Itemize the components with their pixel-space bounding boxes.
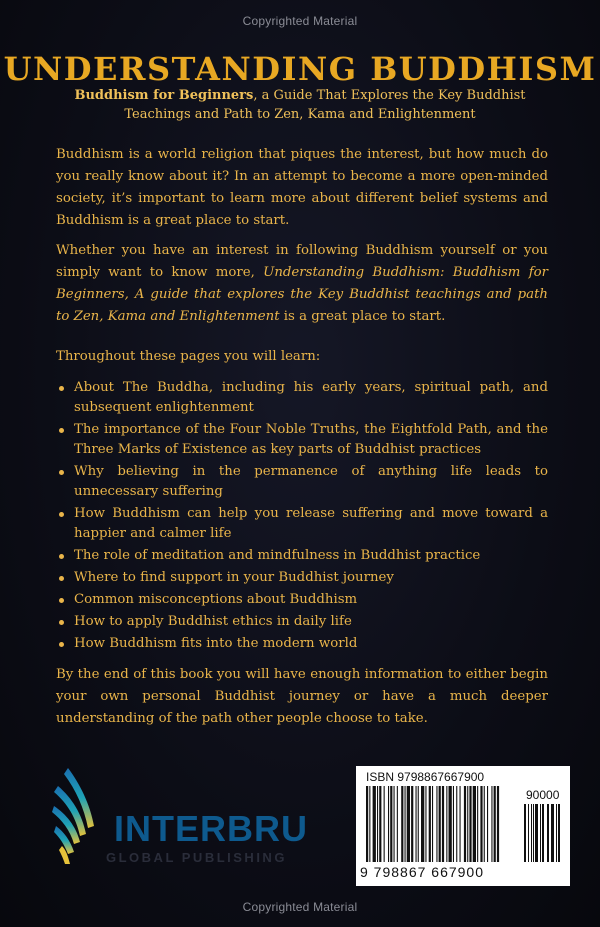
- barcode-bar: [405, 786, 406, 862]
- list-item: About The Buddha, including his early years, spiritual path, and subsequent enlightenment: [74, 378, 548, 418]
- publisher-name: INTERBRU: [114, 808, 308, 849]
- bullet-list: [56, 378, 548, 656]
- barcode-bar: [528, 804, 529, 862]
- barcode-bar: [497, 786, 499, 862]
- price-code: 90000: [526, 788, 560, 802]
- barcode-bar: [439, 786, 441, 862]
- barcode-bar: [436, 786, 437, 862]
- barcode-bar: [429, 786, 431, 862]
- barcode-bar: [453, 786, 454, 862]
- barcode-bar: [535, 804, 538, 862]
- barcode-bar: [425, 786, 426, 862]
- list-item: The importance of the Four Noble Truths, the Eightfold Path, and the Three Marks of Existence as key parts of Buddhist practices: [74, 420, 548, 460]
- barcode-bar: [373, 786, 376, 862]
- barcode-bar: [421, 786, 424, 862]
- intro-paragraph: Buddhism is a world religion that piques the interest, but how much do you really know about it? In an attempt to become a more open-minded society, it’s important to learn more about different belief systems and Buddhism is a great place to start.: [56, 147, 548, 228]
- barcode-bar: [442, 786, 444, 862]
- barcode-bar: [397, 786, 398, 862]
- subtitle-bold: Buddhism for Beginners: [74, 88, 254, 103]
- barcode-bar: [388, 786, 389, 862]
- barcode-bar: [473, 786, 476, 862]
- barcode-bar: [407, 786, 410, 862]
- second-paragraph-end: is a great place to start.: [279, 309, 446, 324]
- barcode-bar: [366, 786, 368, 862]
- list-intro: Throughout these pages you will learn:: [56, 349, 321, 364]
- barcode-bar: [484, 786, 485, 862]
- list-item: How Buddhism fits into the modern world: [74, 634, 548, 654]
- watermark-top: Copyrighted Material: [242, 14, 358, 28]
- barcode-bar: [384, 786, 385, 862]
- barcode-bar: [542, 804, 544, 862]
- barcode-bar: [418, 786, 419, 862]
- barcode-bar: [446, 786, 447, 862]
- list-item: How Buddhism can help you release suffering and move toward a happier and calmer life: [74, 504, 548, 544]
- second-paragraph-book-title: Understanding Buddhism: Buddhism for Beginners, A guide that explores the Key Buddhist teachings and path to Zen, Kama and Enlightenment: [56, 265, 548, 324]
- isbn-barcode: [356, 766, 570, 886]
- barcode-bar: [469, 786, 471, 862]
- watermark-bottom: Copyrighted Material: [242, 900, 358, 914]
- barcode-bar: [540, 804, 541, 862]
- barcode-bar: [411, 786, 413, 862]
- barcode-bar: [390, 786, 392, 862]
- barcode-bar: [494, 786, 496, 862]
- barcode-bar: [491, 786, 492, 862]
- barcode-bar: [416, 786, 417, 862]
- barcode-bar: [531, 804, 532, 862]
- barcode-bar: [558, 804, 560, 862]
- barcode-bar: [377, 786, 378, 862]
- barcode-bar: [477, 786, 478, 862]
- barcode-bar: [401, 786, 403, 862]
- barcode-bar: [480, 786, 482, 862]
- barcode-bar: [487, 786, 488, 862]
- second-paragraph-start: Whether you have an interest in following Buddhism yourself or you simply want to know more,: [56, 243, 548, 280]
- book-subtitle: [40, 86, 560, 124]
- barcode-bar: [460, 786, 461, 862]
- barcode-bar: [432, 786, 433, 862]
- list-item: How to apply Buddhist ethics in daily life: [74, 612, 548, 632]
- isbn-label: ISBN 9798867667900: [366, 770, 485, 784]
- publisher-tagline: GLOBAL PUBLISHING: [106, 850, 287, 865]
- book-title: UNDERSTANDING BUDDHISM: [3, 50, 597, 88]
- barcode-bar: [449, 786, 452, 862]
- list-item: The role of meditation and mindfulness in Buddhist practice: [74, 546, 548, 566]
- barcode-bar: [456, 786, 457, 862]
- barcode-bar: [547, 804, 549, 862]
- closing-paragraph: By the end of this book you will have enough information to either begin your own personal Buddhist journey or have a much deeper understanding of the path other people choose to take.: [56, 667, 548, 726]
- barcode-bar: [369, 786, 370, 862]
- barcode-bar: [464, 786, 466, 862]
- list-item: Why believing in the permanence of anything life leads to unnecessary suffering: [74, 462, 548, 502]
- second-paragraph: [56, 240, 548, 328]
- publisher-logo: [50, 764, 310, 874]
- subtitle-rest: , a Guide That Explores the Key Buddhist Teachings and Path to Zen, Kama and Enlightenment: [124, 88, 526, 122]
- barcode-bar: [524, 804, 526, 862]
- isbn-digits: 9 798867 667900: [360, 864, 484, 880]
- barcode-bar: [467, 786, 468, 862]
- barcode-bar: [551, 804, 554, 862]
- barcode-bar: [394, 786, 395, 862]
- list-item: Common misconceptions about Buddhism: [74, 590, 548, 610]
- barcode-bar: [556, 804, 557, 862]
- barcode-bar: [379, 786, 381, 862]
- list-item: Where to find support in your Buddhist journey: [74, 568, 548, 588]
- barcode-bar: [533, 804, 534, 862]
